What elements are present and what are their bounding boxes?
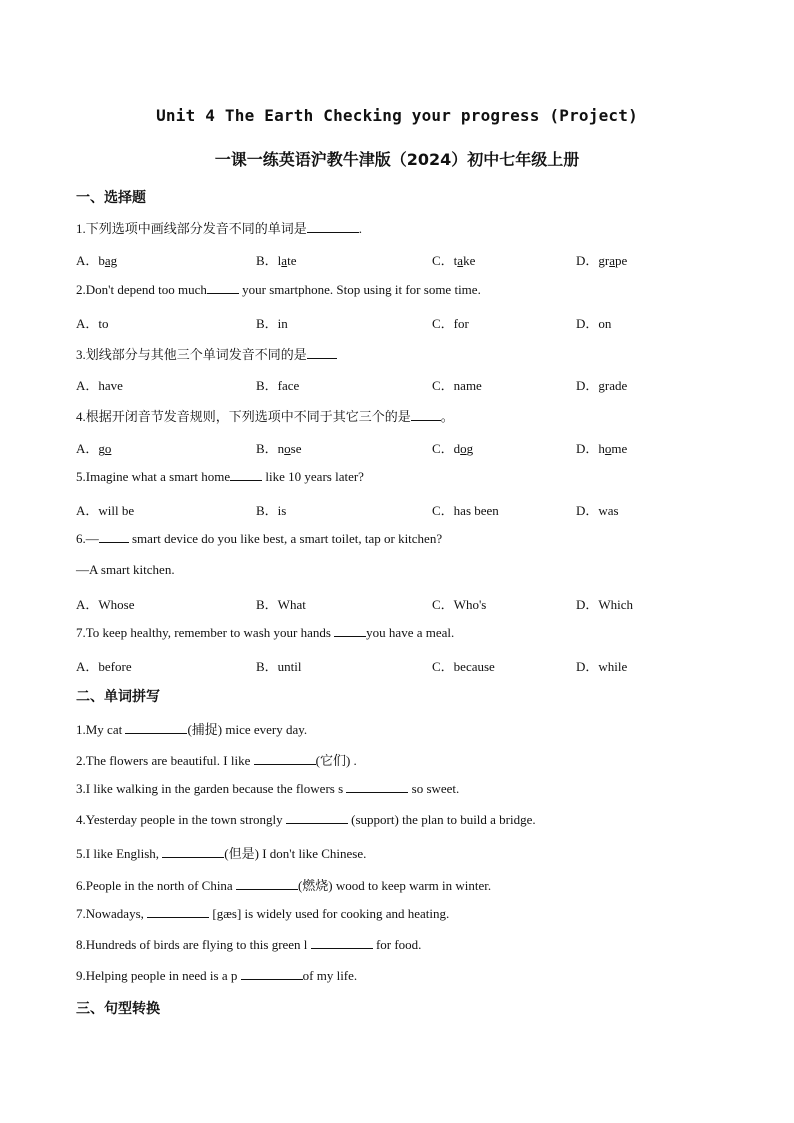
answer-blank [147,906,209,918]
q1-option-a: A．bag [76,253,118,268]
q1-option-b: B．late [256,253,297,268]
q1-option-c: C．take [432,253,476,268]
answer-blank [230,469,262,481]
answer-blank [346,781,408,793]
answer-blank [286,812,348,824]
answer-blank [334,625,366,637]
question-3-stem: 3.划线部分与其他三个单词发音不同的是 [76,344,337,363]
question-5-stem: 5.Imagine what a smart home like 10 years later? [76,469,364,484]
q5-option-b: B．is [256,503,287,518]
q5-option-d: D．was [576,503,619,518]
answer-blank [236,878,298,890]
spelling-item-2: 2.The flowers are beautiful. I like (它们) . [76,753,357,768]
q4-option-d: D．home [576,441,628,456]
q3-option-a: A．have [76,378,123,393]
question-6-stem: 6.— smart device do you like best, a smart toilet, tap or kitchen? [76,531,443,546]
q2-option-d: D．on [576,316,612,331]
q5-option-a: A．will be [76,503,135,518]
answer-blank [307,221,359,233]
answer-blank [207,282,239,294]
q7-option-b: B．until [256,659,302,674]
answer-blank [411,409,441,421]
q6-option-d: D．Which [576,597,634,612]
question-2-stem: 2.Don't depend too much your smartphone. Stop using it for some time. [76,282,481,297]
page-subtitle: 一课一练英语沪教牛津版（2024）初中七年级上册 [214,150,580,169]
q3-option-b: B．face [256,378,300,393]
q6-option-b: B．What [256,597,306,612]
q4-option-b: B．nose [256,441,302,456]
q6-option-a: A．Whose [76,597,135,612]
answer-blank [311,937,373,949]
question-1-end: . [358,221,363,236]
spelling-item-7: 7.Nowadays, [gæs] is widely used for cooking and heating. [76,906,450,921]
q7-option-c: C．because [432,659,495,674]
q2-option-a: A．to [76,316,109,331]
question-7-stem: 7.To keep healthy, remember to wash your hands you have a meal. [76,625,455,640]
question-1-stem [76,218,362,237]
q7-option-a: A．before [76,659,132,674]
spelling-item-1: 1.My cat (捕捉) mice every day. [76,722,308,737]
spelling-item-5: 5.I like English, (但是) I don't like Chinese. [76,846,367,861]
q2-option-c: C．for [432,316,469,331]
answer-blank [241,968,303,980]
answer-blank [307,347,337,359]
answer-blank [254,753,316,765]
spelling-item-6: 6.People in the north of China (燃烧) wood to keep warm in winter. [76,878,492,893]
q2-option-b: B．in [256,316,288,331]
q3-option-c: C．name [432,378,482,393]
spelling-item-4: 4.Yesterday people in the town strongly (support) the plan to build a bridge. [76,812,536,827]
section-heading-choice: 一、选择题 [76,190,146,206]
question-1-text: 1.下列选项中画线部分发音不同的单词是 [76,221,307,236]
q3-option-d: D．grade [576,378,628,393]
spelling-item-9: 9.Helping people in need is a p of my life. [76,968,358,983]
question-4-stem: 4.根据开闭音节发音规则，下列选项中不同于其它三个的是 。 [76,409,454,424]
section-heading-transformation: 三、句型转换 [76,1001,160,1017]
q6-option-c: C．Who's [432,597,487,612]
q5-option-c: C．has been [432,503,499,518]
answer-blank [162,846,224,858]
section-heading-spelling: 二、单词拼写 [76,689,160,705]
q4-option-a: A．go [76,441,112,456]
answer-blank [99,531,129,543]
q7-option-d: D．while [576,659,628,674]
q4-option-c: C．dog [432,441,474,456]
answer-blank [125,722,187,734]
page-title: Unit 4 The Earth Checking your progress (Project) [156,106,638,125]
spelling-item-8: 8.Hundreds of birds are flying to this green l for food. [76,937,422,952]
q1-option-d: D．grape [576,253,628,268]
spelling-item-3: 3.I like walking in the garden because the flowers s so sweet. [76,781,460,796]
question-6-reply: —A smart kitchen. [76,562,175,577]
